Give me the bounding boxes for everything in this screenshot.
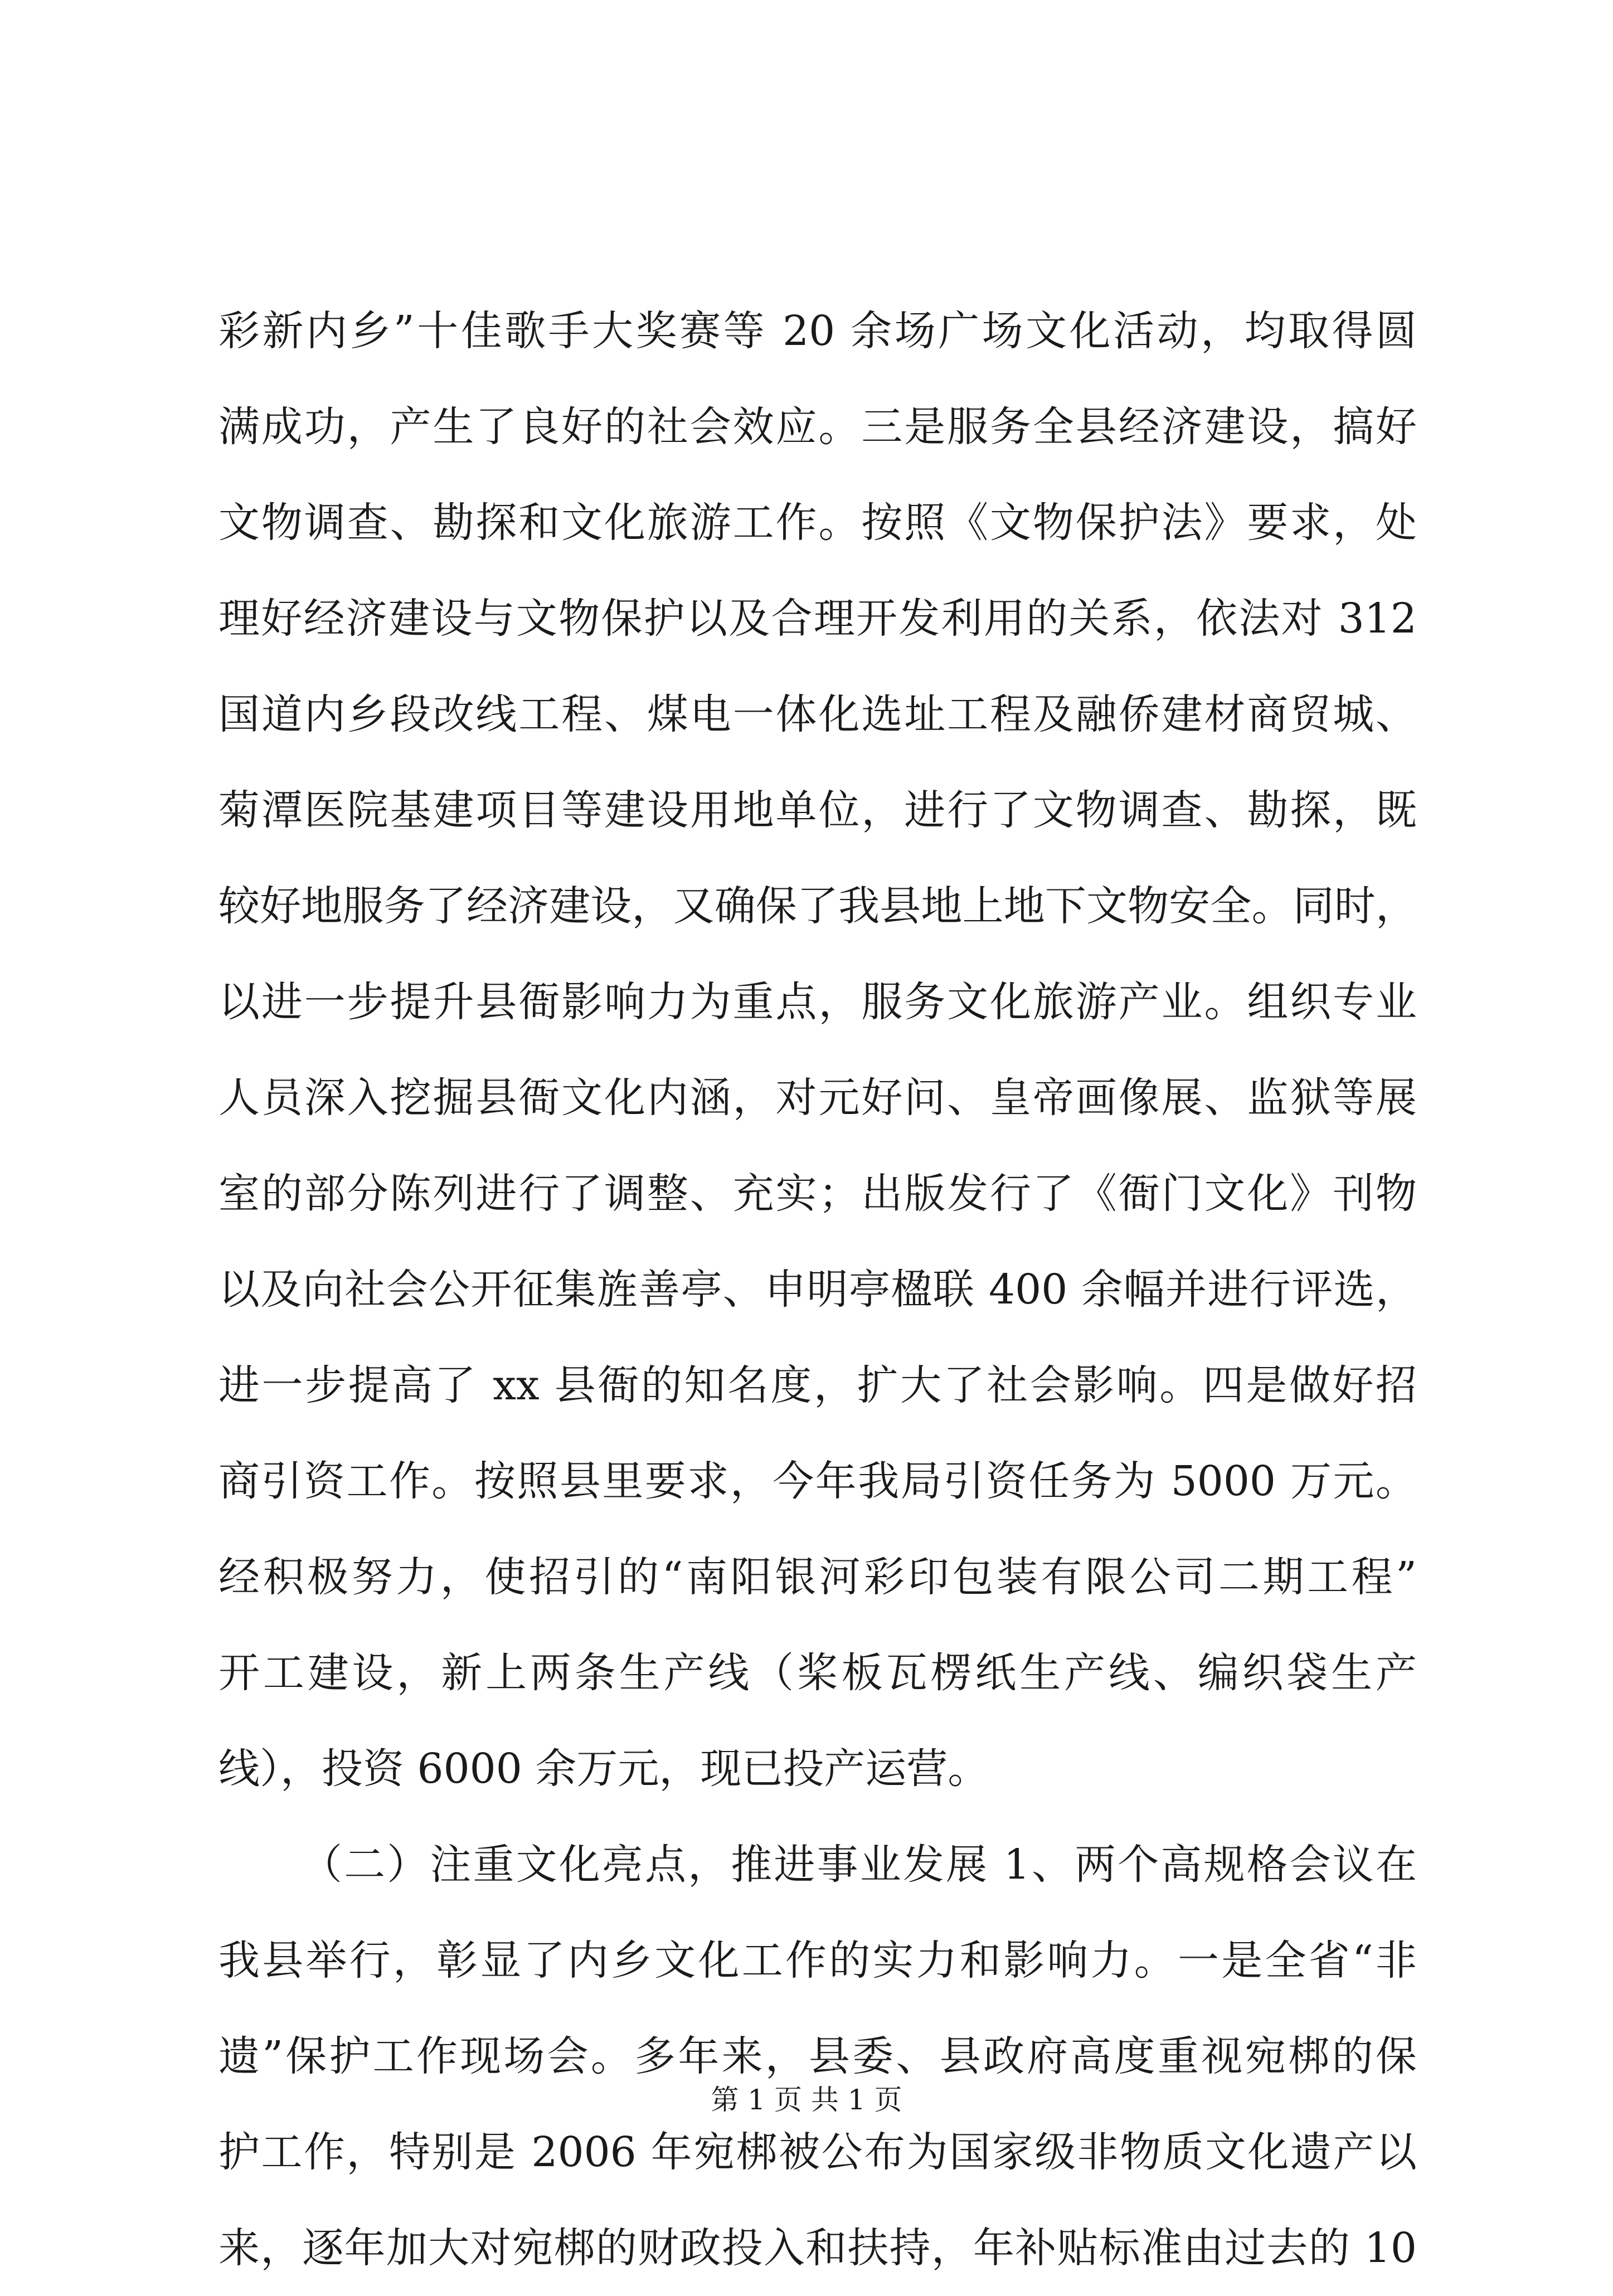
text-line: 开工建设，新上两条生产线（桨板瓦楞纸生产线、编织袋生产 xyxy=(218,1649,1417,1697)
page-number: 第 1 页 共 1 页 xyxy=(711,2084,902,2116)
text-line: 进一步提高了 xx 县衙的知名度，扩大了社会影响。四是做好招 xyxy=(218,1361,1417,1409)
text-line: 护工作，特别是 2006 年宛梆被公布为国家级非物质文化遗产以 xyxy=(218,2128,1417,2176)
text-line: 经积极努力，使招引的“南阳银河彩印包装有限公司二期工程” xyxy=(218,1553,1417,1601)
text-line: 国道内乡段改线工程、煤电一体化选址工程及融侨建材商贸城、 xyxy=(218,690,1417,738)
section-heading-line: （二）注重文化亮点，推进事业发展 1、两个高规格会议在 xyxy=(301,1841,1417,1889)
text-line: 彩新内乡”十佳歌手大奖赛等 20 余场广场文化活动，均取得圆 xyxy=(218,307,1417,355)
text-line: 菊潭医院基建项目等建设用地单位，进行了文物调查、勘探，既 xyxy=(218,786,1417,834)
text-line: 我县举行，彰显了内乡文化工作的实力和影响力。一是全省“非 xyxy=(218,1937,1417,1984)
text-line: 室的部分陈列进行了调整、充实；出版发行了《衙门文化》刊物 xyxy=(218,1170,1417,1218)
text-line: 文物调查、勘探和文化旅游工作。按照《文物保护法》要求，处 xyxy=(218,499,1417,547)
text-line: 来，逐年加大对宛梆的财政投入和扶持，年补贴标准由过去的 10 xyxy=(218,2224,1417,2272)
text-line: 满成功，产生了良好的社会效应。三是服务全县经济建设，搞好 xyxy=(218,403,1417,451)
text-line: 以及向社会公开征集旌善亭、申明亭楹联 400 余幅并进行评选， xyxy=(218,1266,1417,1314)
body-text xyxy=(218,283,1417,2296)
text-line: 遗”保护工作现场会。多年来，县委、县政府高度重视宛梆的保 xyxy=(218,2032,1417,2080)
text-line: 较好地服务了经济建设，又确保了我县地上地下文物安全。同时， xyxy=(218,882,1417,930)
page-footer xyxy=(0,2083,1613,2117)
text-line: 线），投资 6000 余万元，现已投产运营。 xyxy=(218,1745,989,1793)
text-line: 商引资工作。按照县里要求，今年我局引资任务为 5000 万元。 xyxy=(218,1457,1417,1505)
text-line: 人员深入挖掘县衙文化内涵，对元好问、皇帝画像展、监狱等展 xyxy=(218,1074,1417,1122)
text-line: 以进一步提升县衙影响力为重点，服务文化旅游产业。组织专业 xyxy=(218,978,1417,1026)
text-line: 理好经济建设与文物保护以及合理开发利用的关系，依法对 312 xyxy=(218,595,1417,643)
